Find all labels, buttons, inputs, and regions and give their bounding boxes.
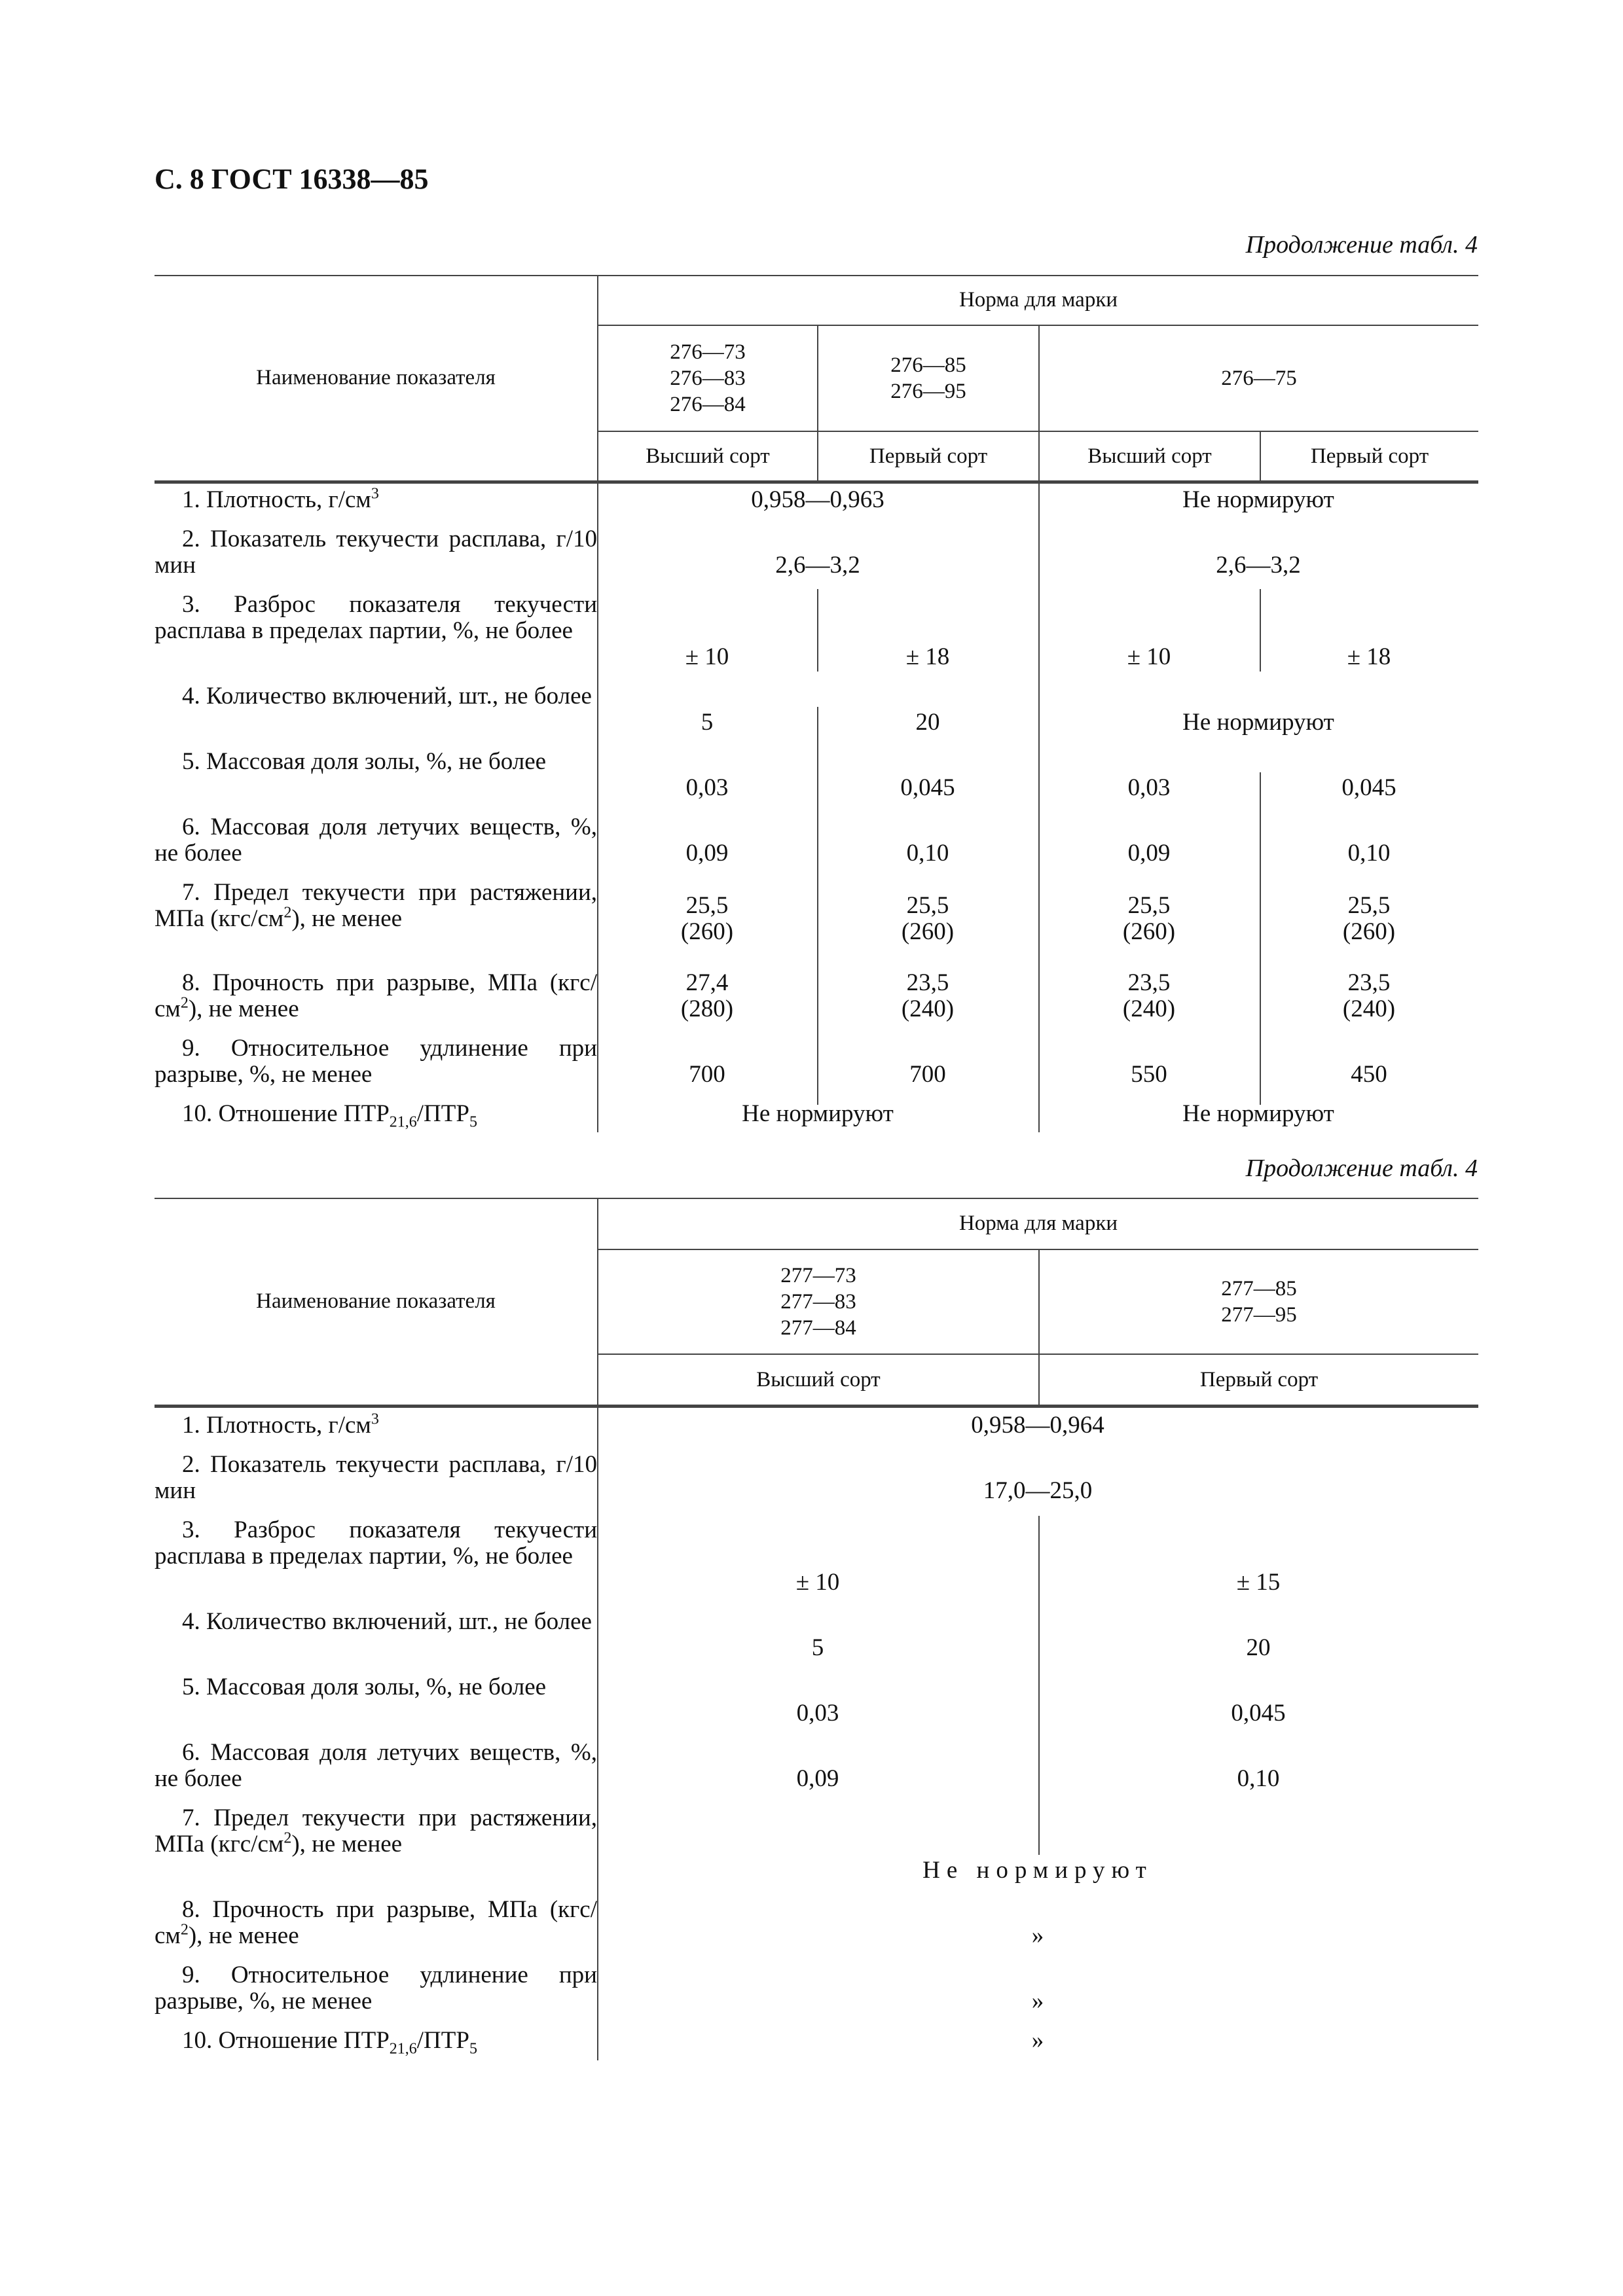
table-cell: Не нормируют <box>1182 486 1334 513</box>
table-cell: 0,045 <box>1231 1700 1286 1727</box>
table-cell: » <box>1031 1988 1044 2015</box>
table-cell: 5 <box>811 1634 824 1661</box>
table-cell: Не нормируют <box>742 1100 894 1127</box>
column-divider <box>1038 482 1040 1132</box>
grade-header: 277—73 277—83 277—84 <box>597 1250 1038 1355</box>
table-cell: 700 <box>689 1061 725 1088</box>
table-cell: 0,045 <box>1341 774 1396 801</box>
table-cell: 20 <box>1246 1634 1271 1661</box>
quality-norms-table-277 <box>155 1198 1478 2062</box>
row-label: 8. Прочность при разрыве, МПа $(кгс/см^2)$, не менее <box>155 1896 597 1949</box>
table-cell: 0,10 <box>906 840 949 867</box>
table-cell: 0,045 <box>900 774 955 801</box>
column-header-parameter: Наименование показателя <box>155 275 597 482</box>
table-cell: 2,6—3,2 <box>1216 552 1301 579</box>
row-label: 6. Массовая доля летучих веществ, %, не более <box>155 814 597 867</box>
row-label: 9. Относительное удлинение при разрыве, %, не менее <box>155 1035 597 1088</box>
row-label: 2. Показатель текучести расплава, г/10 мин <box>155 1451 597 1504</box>
table-continuation-label: Продолжение табл. 4 <box>1245 231 1478 259</box>
header-bottom-rule <box>155 1406 1478 1408</box>
table-cell: 23,5 (240) <box>901 969 955 1022</box>
table-cell: 20 <box>915 709 940 736</box>
sort-header: Первый сорт <box>1038 1355 1478 1406</box>
table-cell: ± 18 <box>1347 643 1391 670</box>
table-cell: 5 <box>701 709 714 736</box>
table-cell: 0,03 <box>1127 774 1171 801</box>
row-label: 5. Массовая доля золы, %, не более <box>182 1674 547 1700</box>
row-label: 4. Количество включений, шт., не более <box>182 683 592 709</box>
table-cell: 0,09 <box>796 1765 839 1792</box>
table-cell: 23,5 (240) <box>1342 969 1396 1022</box>
table-cell: 25,5 (260) <box>1122 892 1176 945</box>
row-label: 1. Плотность, $г/см^3$ <box>182 1410 379 1439</box>
row-label: 9. Относительное удлинение при разрыве, %, не менее <box>155 1962 597 2015</box>
table-cell: 0,958—0,963 <box>751 486 884 513</box>
table-cell: 0,09 <box>1127 840 1171 867</box>
table-cell: » <box>1031 2027 1044 2054</box>
table-cell: Не нормируют <box>1182 709 1334 736</box>
table-cell: Не нормируют <box>1182 1100 1334 1127</box>
table-cell: 450 <box>1351 1061 1387 1088</box>
row-label: 1. Плотность, $г/см^3$ <box>182 485 379 513</box>
sort-header: Высший сорт <box>1038 432 1260 482</box>
row-label: 8. Прочность при разрыве, МПа $(кгс/см^2)$, не менее <box>155 969 597 1022</box>
row-label: 3. Разброс показателя текучести расплава в пределах партии, %, не более <box>155 591 597 644</box>
table-cell: 700 <box>909 1061 946 1088</box>
row-label: 2. Показатель текучести расплава, г/10 мин <box>155 526 597 579</box>
grade-header: 277—85 277—95 <box>1038 1250 1478 1355</box>
table-cell: 25,5 (260) <box>1342 892 1396 945</box>
column-header-parameter: Наименование показателя <box>155 1198 597 1406</box>
row-label: 4. Количество включений, шт., не более <box>182 1608 592 1635</box>
grade-header: 276—75 <box>1038 326 1478 432</box>
quality-norms-table-276 <box>155 275 1478 1139</box>
sort-header: Высший сорт <box>597 432 817 482</box>
page-title: С. 8 ГОСТ 16338—85 <box>155 163 429 195</box>
table-cell: Не нормируют <box>922 1857 1153 1884</box>
table-cell: 25,5 (260) <box>680 892 734 945</box>
sort-header: Высший сорт <box>597 1355 1038 1406</box>
table-continuation-label: Продолжение табл. 4 <box>1245 1155 1478 1182</box>
table-cell: » <box>1031 1922 1044 1949</box>
grade-header: 276—85 276—95 <box>817 326 1038 432</box>
table-cell: 550 <box>1131 1061 1167 1088</box>
table-cell: 17,0—25,0 <box>983 1477 1093 1504</box>
table-cell: ± 15 <box>1236 1569 1281 1596</box>
row-label: 7. Предел текучести при растяжении, МПа $(кгс/см^2)$, не менее <box>155 1804 597 1857</box>
table-cell: ± 10 <box>1127 643 1171 670</box>
row-label: 5. Массовая доля золы, %, не более <box>182 748 547 775</box>
table-cell: 2,6—3,2 <box>775 552 860 579</box>
grade-header: 276—73 276—83 276—84 <box>597 326 817 432</box>
row-label: 10. Отношение $ПТР_{21,6}/ПТР_5$ <box>182 2027 477 2058</box>
table-cell: 0,03 <box>685 774 729 801</box>
table-cell: 0,10 <box>1237 1765 1280 1792</box>
table-cell: ± 18 <box>905 643 950 670</box>
table-cell: 0,958—0,964 <box>971 1412 1104 1439</box>
table-cell: 0,10 <box>1347 840 1391 867</box>
column-header-norm: Норма для марки <box>597 1198 1478 1250</box>
row-label: 10. Отношение $ПТР_{21,6}/ПТР_5$ <box>182 1100 477 1131</box>
row-label: 3. Разброс показателя текучести расплава в пределах партии, %, не более <box>155 1516 597 1570</box>
row-label: 6. Массовая доля летучих веществ, %, не более <box>155 1739 597 1792</box>
table-cell: 27,4 (280) <box>680 969 734 1022</box>
table-cell: 0,03 <box>796 1700 839 1727</box>
table-cell: ± 10 <box>685 643 729 670</box>
sort-header: Первый сорт <box>817 432 1038 482</box>
column-divider <box>597 482 598 1132</box>
row-label: 7. Предел текучести при растяжении, МПа $(кгс/см^2)$, не менее <box>155 879 597 932</box>
column-header-norm: Норма для марки <box>597 275 1478 326</box>
header-bottom-rule <box>155 482 1478 484</box>
table-cell: 23,5 (240) <box>1122 969 1176 1022</box>
table-cell: 0,09 <box>685 840 729 867</box>
sort-header: Первый сорт <box>1260 432 1478 482</box>
table-cell: 25,5 (260) <box>901 892 955 945</box>
table-cell: ± 10 <box>795 1569 840 1596</box>
